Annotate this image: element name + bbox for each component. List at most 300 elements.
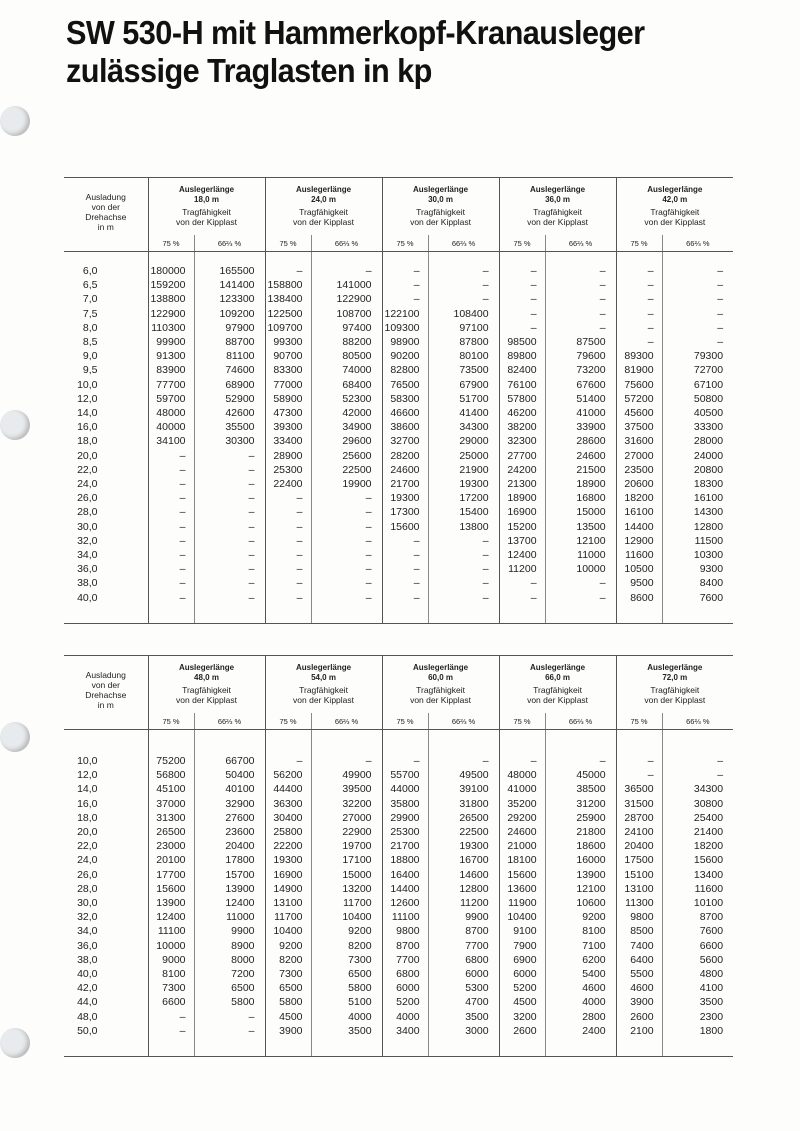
load-cell: –: [545, 264, 616, 278]
pct-66-header: 66⅔ %: [428, 713, 499, 730]
load-cell: 18600: [545, 839, 616, 853]
load-cell: 3000: [428, 1024, 499, 1038]
load-cell: 10600: [545, 896, 616, 910]
table-row: [64, 868, 733, 882]
load-cell: 13700: [499, 534, 545, 548]
load-cell: –: [148, 548, 194, 562]
load-cell: 88200: [311, 335, 382, 349]
load-cell: 122900: [311, 292, 382, 306]
load-cell: 12900: [616, 534, 662, 548]
load-cell: 44000: [382, 782, 428, 796]
load-cell: 7600: [662, 924, 733, 938]
load-cell: 82800: [382, 363, 428, 377]
load-cell: 21000: [499, 839, 545, 853]
row-label-line: in m: [97, 700, 114, 710]
load-cell: 46200: [499, 406, 545, 420]
load-cell: 138800: [148, 292, 194, 306]
table-row: [64, 939, 733, 953]
load-cell: –: [499, 754, 545, 768]
load-cell: 26500: [148, 825, 194, 839]
radius-cell: 7,5: [82, 307, 98, 320]
load-cell: 4000: [382, 1010, 428, 1024]
load-cell: 58300: [382, 392, 428, 406]
load-cell: 40100: [194, 782, 265, 796]
radius-cell: 38,0: [77, 577, 98, 590]
load-table-2: [64, 655, 733, 1057]
load-cell: 66700: [194, 754, 265, 768]
load-cell: 34300: [662, 782, 733, 796]
group-sub: von der Kipplast: [293, 695, 354, 705]
radius-cell: 10,0: [77, 378, 98, 391]
table-row: [64, 264, 733, 278]
radius-cell: 24,0: [77, 478, 98, 491]
pct-75-header: 75 %: [499, 713, 545, 730]
table-row: [64, 307, 733, 321]
load-cell: –: [499, 264, 545, 278]
row-label-line: von der: [91, 202, 120, 212]
load-cell: 12400: [499, 548, 545, 562]
load-cell: –: [148, 534, 194, 548]
load-cell: –: [265, 548, 311, 562]
load-cell: 4700: [428, 995, 499, 1009]
load-cell: 9000: [148, 953, 194, 967]
load-cell: 25300: [382, 825, 428, 839]
load-cell: 51400: [545, 392, 616, 406]
load-cell: 123300: [194, 292, 265, 306]
load-cell: 16800: [545, 491, 616, 505]
load-cell: –: [616, 754, 662, 768]
boom-length: 48,0 m: [194, 673, 219, 682]
table-row: [64, 378, 733, 392]
load-cell: 13900: [194, 882, 265, 896]
load-cell: 19300: [265, 853, 311, 867]
load-cell: 44400: [265, 782, 311, 796]
boom-length-header: [616, 178, 733, 236]
load-cell: 8700: [382, 939, 428, 953]
load-cell: 88700: [194, 335, 265, 349]
load-cell: 28700: [616, 811, 662, 825]
group-label: Auslegerlänge: [529, 185, 586, 194]
load-cell: 48000: [148, 406, 194, 420]
load-cell: –: [382, 278, 428, 292]
radius-cell: 16,0: [77, 797, 98, 810]
load-table-1: [64, 177, 733, 624]
boom-length-header: [382, 656, 499, 714]
group-label: Auslegerlänge: [295, 663, 352, 672]
load-cell: –: [265, 505, 311, 519]
load-cell: 91300: [148, 349, 194, 363]
load-cell: –: [616, 292, 662, 306]
group-sub: Tragfähigkeit: [182, 207, 231, 217]
load-cell: 52300: [311, 392, 382, 406]
load-cell: 109300: [382, 321, 428, 335]
load-cell: 2600: [616, 1010, 662, 1024]
table-row: [64, 1010, 733, 1024]
pct-75-header: 75 %: [265, 713, 311, 730]
boom-length: 30,0 m: [428, 195, 453, 204]
load-cell: –: [545, 321, 616, 335]
load-cell: –: [545, 292, 616, 306]
load-cell: 9500: [616, 576, 662, 590]
table-row: [64, 477, 733, 491]
load-cell: 13100: [616, 882, 662, 896]
radius-cell: 6,0: [82, 265, 98, 277]
load-cell: 32900: [194, 797, 265, 811]
load-cell: 12100: [545, 534, 616, 548]
punch-hole-icon: [0, 722, 30, 752]
load-cell: 15600: [148, 882, 194, 896]
load-cell: 34100: [148, 434, 194, 448]
load-cell: –: [428, 576, 499, 590]
load-cell: 75600: [616, 378, 662, 392]
load-cell: 29200: [499, 811, 545, 825]
load-cell: 59700: [148, 392, 194, 406]
load-cell: 3500: [428, 1010, 499, 1024]
load-cell: 3500: [311, 1024, 382, 1038]
load-cell: –: [662, 278, 733, 292]
load-cell: –: [311, 520, 382, 534]
group-label: Auslegerlänge: [178, 185, 235, 194]
load-cell: 18900: [499, 491, 545, 505]
load-cell: 19300: [382, 491, 428, 505]
boom-length: 36,0 m: [545, 195, 570, 204]
load-cell: –: [311, 754, 382, 768]
group-label: Auslegerlänge: [178, 663, 235, 672]
load-cell: 4600: [545, 981, 616, 995]
load-cell: –: [194, 463, 265, 477]
table-row: [64, 825, 733, 839]
load-cell: 17300: [382, 505, 428, 519]
load-cell: 11600: [616, 548, 662, 562]
load-cell: 97900: [194, 321, 265, 335]
radius-cell: 9,5: [82, 364, 98, 377]
load-cell: 7700: [428, 939, 499, 953]
table-row: [64, 782, 733, 796]
load-cell: 6600: [662, 939, 733, 953]
load-cell: 3200: [499, 1010, 545, 1024]
load-cell: 76500: [382, 378, 428, 392]
load-cell: –: [382, 562, 428, 576]
table-row: [64, 896, 733, 910]
load-cell: 97400: [311, 321, 382, 335]
load-cell: 33400: [265, 434, 311, 448]
group-sub: Tragfähigkeit: [416, 207, 465, 217]
load-cell: 11500: [662, 534, 733, 548]
pct-66-header: 66⅔ %: [194, 235, 265, 252]
load-cell: 5100: [311, 995, 382, 1009]
radius-cell: 28,0: [77, 882, 98, 895]
load-cell: 41400: [428, 406, 499, 420]
load-cell: –: [265, 754, 311, 768]
load-cell: 24100: [616, 825, 662, 839]
load-cell: 5200: [499, 981, 545, 995]
radius-cell: 30,0: [77, 520, 98, 533]
load-cell: 4500: [499, 995, 545, 1009]
load-cell: 18100: [499, 853, 545, 867]
load-cell: 29000: [428, 434, 499, 448]
load-cell: –: [194, 477, 265, 491]
load-cell: 24600: [382, 463, 428, 477]
pct-75-header: 75 %: [382, 713, 428, 730]
load-cell: 67900: [428, 378, 499, 392]
boom-length-header: [499, 178, 616, 236]
load-cell: –: [428, 534, 499, 548]
load-cell: –: [148, 591, 194, 605]
load-cell: 79300: [662, 349, 733, 363]
load-cell: –: [148, 477, 194, 491]
load-cell: 97100: [428, 321, 499, 335]
load-cell: 40500: [662, 406, 733, 420]
load-cell: 74000: [311, 363, 382, 377]
boom-length: 24,0 m: [311, 195, 336, 204]
load-cell: 30300: [194, 434, 265, 448]
radius-cell: 50,0: [77, 1024, 98, 1037]
load-cell: –: [616, 278, 662, 292]
load-cell: 5400: [545, 967, 616, 981]
load-cell: 17800: [194, 853, 265, 867]
load-cell: 8200: [311, 939, 382, 953]
load-cell: –: [428, 278, 499, 292]
load-cell: –: [499, 292, 545, 306]
punch-hole-icon: [0, 1028, 30, 1058]
load-cell: –: [662, 307, 733, 321]
group-sub: Tragfähigkeit: [533, 685, 582, 695]
load-cell: 68400: [311, 378, 382, 392]
load-cell: 8700: [428, 924, 499, 938]
boom-length: 18,0 m: [194, 195, 219, 204]
load-cell: –: [265, 520, 311, 534]
load-cell: 138400: [265, 292, 311, 306]
load-cell: 89300: [616, 349, 662, 363]
table-row: [64, 520, 733, 534]
table-row: [64, 839, 733, 853]
load-cell: 21400: [662, 825, 733, 839]
load-cell: 36300: [265, 797, 311, 811]
boom-length: 54,0 m: [311, 673, 336, 682]
load-cell: –: [148, 1024, 194, 1038]
load-cell: 13100: [265, 896, 311, 910]
load-cell: 21700: [382, 477, 428, 491]
table-row: [64, 363, 733, 377]
radius-cell: 7,0: [82, 293, 98, 306]
load-cell: 4100: [662, 981, 733, 995]
group-sub: Tragfähigkeit: [299, 685, 348, 695]
load-cell: 10400: [265, 924, 311, 938]
load-cell: –: [545, 591, 616, 605]
load-cell: 108700: [311, 307, 382, 321]
radius-cell: 9,0: [82, 350, 98, 363]
load-cell: –: [148, 576, 194, 590]
load-cell: 6800: [382, 967, 428, 981]
load-cell: 33300: [662, 420, 733, 434]
load-cell: 99300: [265, 335, 311, 349]
load-cell: 80500: [311, 349, 382, 363]
row-label-line: Drehachse: [85, 212, 127, 222]
table-row: [64, 463, 733, 477]
load-cell: 19300: [428, 839, 499, 853]
pct-75-header: 75 %: [148, 235, 194, 252]
radius-cell: 26,0: [77, 492, 98, 505]
load-cell: –: [616, 264, 662, 278]
load-cell: 83300: [265, 363, 311, 377]
load-cell: –: [382, 264, 428, 278]
boom-length-header: [499, 656, 616, 714]
load-cell: 9200: [265, 939, 311, 953]
radius-cell: 8,0: [82, 321, 98, 334]
load-cell: –: [428, 754, 499, 768]
load-cell: 87500: [545, 335, 616, 349]
load-cell: –: [148, 449, 194, 463]
radius-cell: 12,0: [77, 392, 98, 405]
load-cell: 23000: [148, 839, 194, 853]
load-cell: 24600: [545, 449, 616, 463]
load-cell: 73200: [545, 363, 616, 377]
load-cell: 77700: [148, 378, 194, 392]
load-cell: 21900: [428, 463, 499, 477]
load-cell: 17100: [311, 853, 382, 867]
load-cell: –: [428, 562, 499, 576]
radius-cell: 22,0: [77, 840, 98, 853]
load-cell: 39300: [265, 420, 311, 434]
table-row: [64, 882, 733, 896]
load-cell: 8600: [616, 591, 662, 605]
load-cell: 18200: [616, 491, 662, 505]
group-sub: von der Kipplast: [410, 217, 472, 227]
load-cell: 2300: [662, 1010, 733, 1024]
load-cell: 12800: [428, 882, 499, 896]
load-cell: 16100: [616, 505, 662, 519]
boom-length-header: [382, 178, 499, 236]
load-cell: 24000: [662, 449, 733, 463]
load-cell: 16900: [499, 505, 545, 519]
load-cell: 75200: [148, 754, 194, 768]
load-cell: 32300: [499, 434, 545, 448]
load-cell: 20800: [662, 463, 733, 477]
group-label: Auslegerlänge: [647, 185, 703, 194]
load-cell: 9900: [428, 910, 499, 924]
radius-cell: 14,0: [77, 783, 98, 796]
table-row: [64, 995, 733, 1009]
load-cell: 13600: [499, 882, 545, 896]
boom-length-header: [265, 178, 382, 236]
group-sub: von der Kipplast: [176, 217, 237, 227]
load-cell: 37500: [616, 420, 662, 434]
load-cell: 57200: [616, 392, 662, 406]
load-cell: 5300: [428, 981, 499, 995]
radius-cell: 40,0: [77, 968, 98, 981]
load-cell: 31800: [428, 797, 499, 811]
load-cell: –: [265, 562, 311, 576]
load-cell: –: [194, 548, 265, 562]
load-cell: 34900: [311, 420, 382, 434]
load-cell: 10100: [662, 896, 733, 910]
load-cell: –: [194, 520, 265, 534]
load-cell: 7600: [662, 591, 733, 605]
load-cell: 38600: [382, 420, 428, 434]
load-cell: –: [428, 264, 499, 278]
load-cell: 27000: [311, 811, 382, 825]
load-cell: 58900: [265, 392, 311, 406]
row-label-line: Ausladung: [85, 192, 126, 202]
punch-hole-icon: [0, 410, 30, 440]
group-sub: von der Kipplast: [644, 217, 706, 227]
load-cell: 12400: [194, 896, 265, 910]
load-cell: 11200: [499, 562, 545, 576]
load-cell: 16000: [545, 853, 616, 867]
load-cell: 11100: [382, 910, 428, 924]
load-cell: 16100: [662, 491, 733, 505]
pct-75-header: 75 %: [382, 235, 428, 252]
load-cell: 13500: [545, 520, 616, 534]
row-label-line: in m: [97, 222, 114, 232]
load-cell: 7100: [545, 939, 616, 953]
table-row: [64, 449, 733, 463]
load-cell: 72700: [662, 363, 733, 377]
table-row: [64, 349, 733, 363]
load-cell: 56800: [148, 768, 194, 782]
load-cell: 11700: [311, 896, 382, 910]
load-cell: 24600: [499, 825, 545, 839]
load-cell: –: [662, 335, 733, 349]
load-cell: 76100: [499, 378, 545, 392]
load-cell: 18200: [662, 839, 733, 853]
load-cell: 7400: [616, 939, 662, 953]
load-cell: 9800: [382, 924, 428, 938]
title-line-2: zulässige Traglasten in kp: [66, 52, 432, 89]
group-sub: Tragfähigkeit: [533, 207, 582, 217]
load-cell: 110300: [148, 321, 194, 335]
load-cell: 4600: [616, 981, 662, 995]
load-cell: 5600: [662, 953, 733, 967]
load-cell: 45100: [148, 782, 194, 796]
load-cell: 165500: [194, 264, 265, 278]
load-cell: 31300: [148, 811, 194, 825]
table-row: [64, 910, 733, 924]
load-cell: –: [148, 1010, 194, 1024]
load-cell: 17200: [428, 491, 499, 505]
load-cell: 17700: [148, 868, 194, 882]
load-cell: 7300: [311, 953, 382, 967]
radius-cell: 32,0: [77, 534, 98, 547]
load-cell: 19900: [311, 477, 382, 491]
load-cell: 68900: [194, 378, 265, 392]
radius-cell: 26,0: [77, 868, 98, 881]
title-line-1: SW 530-H mit Hammerkopf-Kranausleger: [66, 14, 645, 51]
load-cell: 22900: [311, 825, 382, 839]
radius-cell: 20,0: [77, 826, 98, 839]
load-cell: 7900: [499, 939, 545, 953]
table-row: [64, 562, 733, 576]
row-label-header: [64, 656, 148, 714]
load-cell: 109700: [265, 321, 311, 335]
load-cell: 13200: [311, 882, 382, 896]
group-label: Auslegerlänge: [412, 185, 469, 194]
pct-66-header: 66⅔ %: [428, 235, 499, 252]
load-cell: 108400: [428, 307, 499, 321]
load-cell: –: [616, 335, 662, 349]
load-cell: 10500: [616, 562, 662, 576]
load-cell: 122500: [265, 307, 311, 321]
group-sub: Tragfähigkeit: [650, 685, 700, 695]
punch-hole-icon: [0, 106, 30, 136]
load-cell: 10000: [148, 939, 194, 953]
load-cell: 158800: [265, 278, 311, 292]
radius-cell: 10,0: [77, 755, 98, 767]
load-cell: 2600: [499, 1024, 545, 1038]
load-cell: –: [311, 576, 382, 590]
load-cell: 11100: [148, 924, 194, 938]
load-cell: 32700: [382, 434, 428, 448]
